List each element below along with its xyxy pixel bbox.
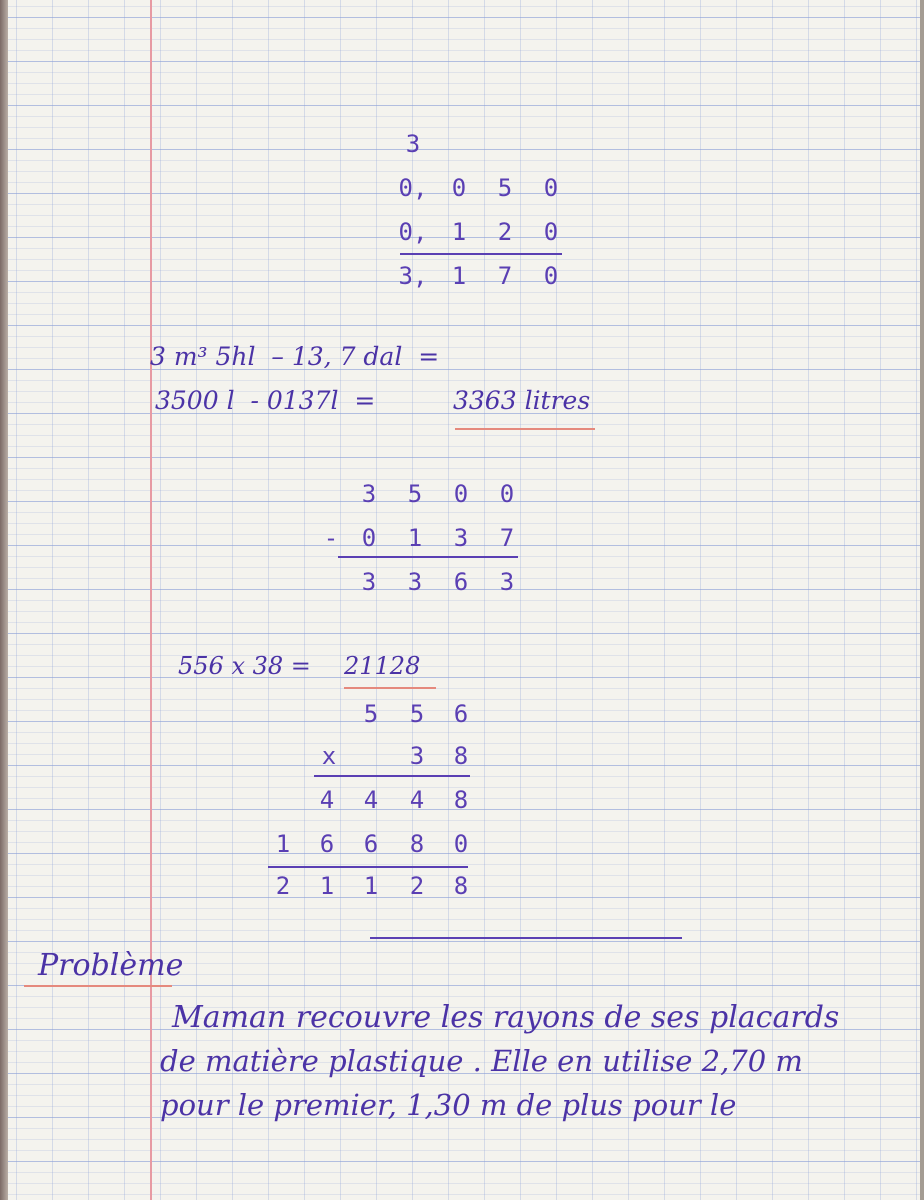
addition-digit: 0,	[398, 218, 428, 246]
multiplication-digit: 0	[453, 830, 469, 858]
multiplication-digit: 4	[363, 786, 379, 814]
subtraction-digit: -	[323, 524, 339, 552]
addition-digit: 0	[543, 218, 559, 246]
addition-digit: 3,	[398, 262, 428, 290]
subtraction-digit: 0	[361, 524, 377, 552]
problem-line-2: de matière plastique . Elle en utilise 2,70 m	[160, 1044, 803, 1078]
addition-digit: 1	[451, 218, 467, 246]
addition-digit: 0	[543, 262, 559, 290]
addition-sum-rule	[400, 253, 562, 255]
multiplication-result-underline	[344, 687, 436, 689]
subtraction-digit: 1	[407, 524, 423, 552]
addition-digit: 2	[497, 218, 513, 246]
subtraction-digit: 3	[361, 480, 377, 508]
multiplication-digit: 6	[363, 830, 379, 858]
subtraction-digit: 7	[499, 524, 515, 552]
subtraction-digit: 6	[453, 568, 469, 596]
addition-digit: 1	[451, 262, 467, 290]
multiplication-digit: 3	[409, 742, 425, 770]
problem-line-3: pour le premier, 1,30 m de plus pour le	[160, 1088, 737, 1122]
addition-digit: 5	[497, 174, 513, 202]
multiplication-digit: 8	[409, 830, 425, 858]
addition-digit: 0	[543, 174, 559, 202]
multiplication-digit: 8	[453, 872, 469, 900]
multiplication-partial-rule	[314, 775, 470, 777]
multiplication-equation: 556 x 38 =	[178, 652, 311, 680]
multiplication-digit: 5	[409, 700, 425, 728]
multiplication-total-rule	[268, 866, 468, 868]
problem-heading: Problème	[38, 948, 184, 983]
conversion-line-1: 3 m³ 5hl – 13, 7 dal =	[150, 342, 440, 371]
multiplication-digit: 1	[275, 830, 291, 858]
subtraction-digit: 3	[361, 568, 377, 596]
problem-heading-underline	[24, 985, 172, 987]
subtraction-digit: 3	[499, 568, 515, 596]
multiplication-digit: 4	[409, 786, 425, 814]
multiplication-digit: x	[321, 742, 337, 770]
page-edge-right	[920, 0, 924, 1200]
addition-digit: 7	[497, 262, 513, 290]
conversion-line-2: 3500 l - 0137l =	[155, 386, 376, 415]
multiplication-digit: 1	[363, 872, 379, 900]
multiplication-digit: 6	[453, 700, 469, 728]
subtraction-digit: 3	[407, 568, 423, 596]
subtraction-digit: 3	[453, 524, 469, 552]
multiplication-digit: 2	[409, 872, 425, 900]
conversion-result-underline	[455, 428, 595, 430]
multiplication-digit: 8	[453, 742, 469, 770]
addition-digit: 3	[405, 130, 421, 158]
multiplication-digit: 1	[319, 872, 335, 900]
addition-digit: 0,	[398, 174, 428, 202]
subtraction-digit: 5	[407, 480, 423, 508]
addition-digit: 0	[451, 174, 467, 202]
problem-line-1: Maman recouvre les rayons de ses placards	[172, 1000, 840, 1035]
multiplication-digit: 4	[319, 786, 335, 814]
subtraction-digit: 0	[453, 480, 469, 508]
multiplication-digit: 2	[275, 872, 291, 900]
subtraction-result-rule	[338, 556, 518, 558]
conversion-result: 3363 litres	[453, 386, 591, 415]
page-binding-left	[0, 0, 8, 1200]
multiplication-result: 21128	[344, 652, 421, 680]
multiplication-digit: 8	[453, 786, 469, 814]
multiplication-digit: 6	[319, 830, 335, 858]
subtraction-digit: 0	[499, 480, 515, 508]
margin-line	[150, 0, 152, 1200]
multiplication-digit: 5	[363, 700, 379, 728]
section-separator-line	[370, 937, 682, 939]
